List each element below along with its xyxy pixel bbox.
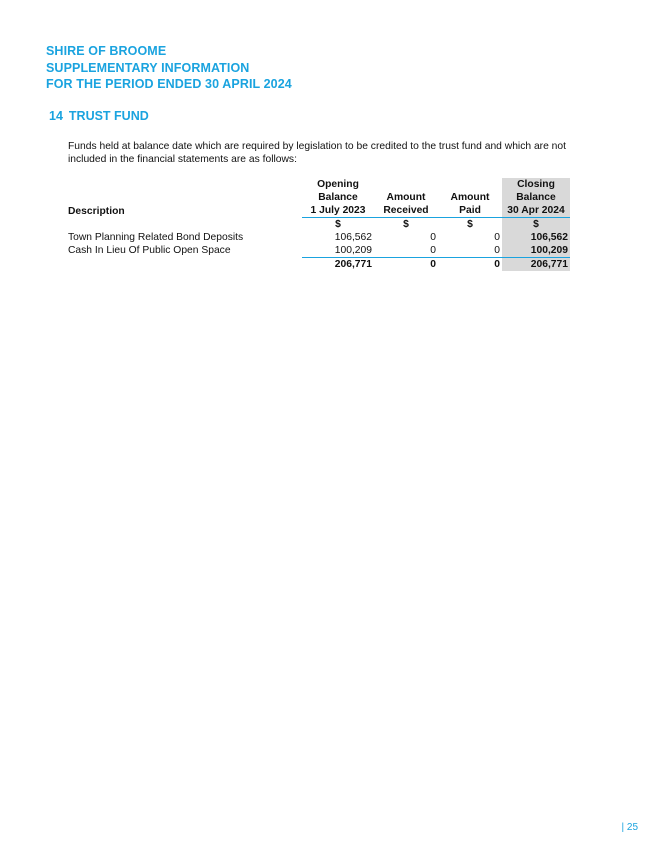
unit-closing: $ — [502, 218, 570, 232]
section-title: TRUST FUND — [68, 109, 149, 123]
report-header — [46, 43, 292, 93]
col-opening-line1: Opening — [317, 179, 359, 190]
totals-row — [66, 258, 570, 272]
col-closing-line1: Closing — [502, 178, 570, 191]
table-row — [66, 244, 570, 258]
total-paid: 0 — [438, 258, 502, 272]
unit-received: $ — [403, 219, 409, 230]
col-received-line2: Received — [374, 204, 438, 218]
total-closing: 206,771 — [502, 258, 570, 272]
row-paid: 0 — [494, 245, 500, 256]
row-description: Cash In Lieu Of Public Open Space — [68, 245, 231, 257]
row-paid: 0 — [494, 232, 500, 243]
row-description: Town Planning Related Bond Deposits — [68, 232, 244, 243]
page-number: | 25 — [621, 822, 638, 833]
section-number: 14 — [49, 109, 63, 123]
unit-paid: $ — [467, 219, 473, 230]
row-received: 0 — [430, 232, 436, 243]
row-received: 0 — [430, 245, 436, 256]
trust-fund-table — [66, 178, 570, 271]
report-title-organisation: SHIRE OF BROOME — [46, 44, 167, 58]
row-opening: 100,209 — [334, 245, 372, 256]
col-opening-line2: Balance — [318, 192, 358, 203]
row-opening: 106,562 — [334, 232, 372, 243]
report-title-type: SUPPLEMENTARY INFORMATION — [46, 60, 250, 75]
col-opening-line3: 1 July 2023 — [302, 204, 374, 218]
row-closing: 100,209 — [502, 244, 570, 258]
row-closing: 106,562 — [502, 231, 570, 244]
col-paid-line1: Amount — [450, 192, 490, 203]
col-description: Description — [68, 205, 125, 217]
total-opening: 206,771 — [302, 258, 374, 272]
unit-opening: $ — [335, 219, 341, 230]
intro-paragraph: Funds held at balance date which are required by legislation to be credited to the trust fund and which are not included in the financial statements are as follows: — [68, 141, 566, 165]
col-paid-line2: Paid — [438, 204, 502, 218]
col-received-line1: Amount — [386, 192, 426, 203]
section-heading — [49, 109, 155, 123]
col-closing-line2: Balance — [502, 191, 570, 204]
table-row — [66, 231, 570, 244]
report-title-period: FOR THE PERIOD ENDED 30 APRIL 2024 — [46, 77, 292, 91]
col-closing-line3: 30 Apr 2024 — [502, 204, 570, 218]
total-received: 0 — [374, 258, 438, 272]
